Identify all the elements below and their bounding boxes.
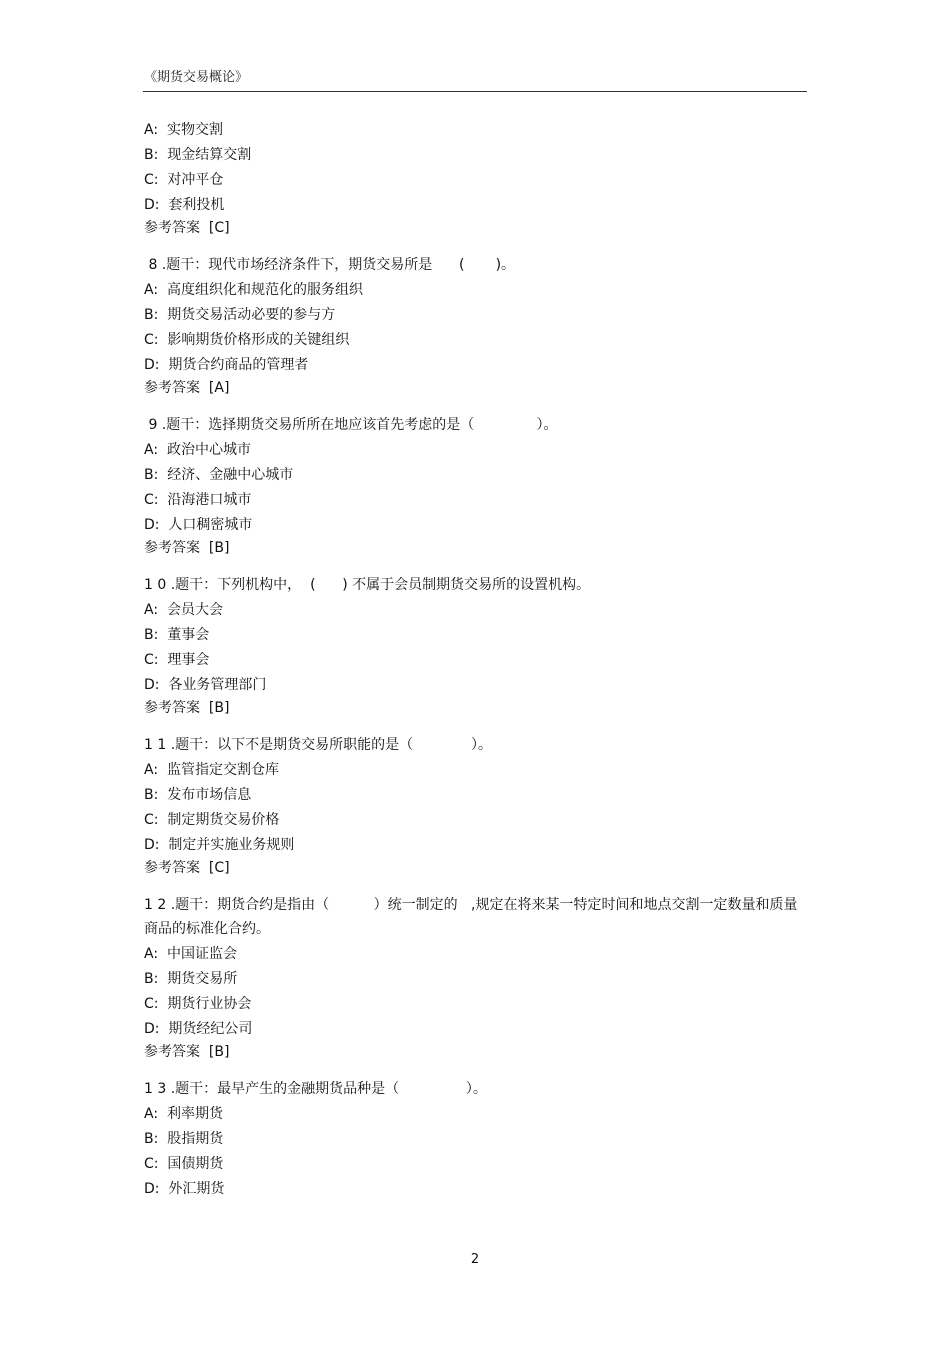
question-stem: 1 0 .题干：下列机构中， ( ) 不属于会员制期货交易所的设置机构。 [144,577,591,593]
option-a: A: 中国证监会 [144,946,237,962]
question-block [144,733,804,879]
option-a: A: 会员大会 [144,602,223,618]
option-d: D: 外汇期货 [144,1181,225,1197]
question-list [144,118,804,1202]
reference-answer: 参考答案 [B] [144,700,230,716]
option-b: B: 期货交易活动必要的参与方 [144,307,336,323]
option-c: C: 理事会 [144,652,210,668]
option-b: B: 董事会 [144,627,210,643]
option-d: D: 各业务管理部门 [144,677,267,693]
question-stem: 8 .题干：现代市场经济条件下，期货交易所是 ( )。 [144,257,516,273]
question-stem: 1 2 .题干：期货合约是指由（ ）统一制定的 ,规定在将来某一特定时间和地点交割一定数量和质量商品的标准化合约。 [144,897,798,937]
page-number: 2 [470,1252,480,1267]
question-block [144,893,804,1063]
option-a: A: 实物交割 [144,122,223,138]
reference-answer: 参考答案 [C] [144,860,230,876]
option-b: B: 股指期货 [144,1131,224,1147]
option-b: B: 经济、金融中心城市 [144,467,294,483]
document-title: 《期货交易概论》 [144,70,249,85]
question-stem: 1 3 .题干：最早产生的金融期货品种是（ ）。 [144,1081,487,1097]
option-d: D: 套利投机 [144,197,225,213]
option-a: A: 高度组织化和规范化的服务组织 [144,282,363,298]
option-b: B: 现金结算交割 [144,147,252,163]
question-block [144,573,804,719]
reference-answer: 参考答案 [B] [144,540,230,556]
option-c: C: 制定期货交易价格 [144,812,280,828]
option-d: D: 人口稠密城市 [144,517,253,533]
reference-answer: 参考答案 [B] [144,1044,230,1060]
option-c: C: 国债期货 [144,1156,224,1172]
option-c: C: 期货行业协会 [144,996,252,1012]
question-block [144,413,804,559]
header-divider [143,91,807,92]
reference-answer: 参考答案 [C] [144,220,230,236]
option-c: C: 对冲平仓 [144,172,224,188]
option-b: B: 期货交易所 [144,971,238,987]
question-block [144,118,804,239]
option-d: D: 制定并实施业务规则 [144,837,295,853]
option-d: D: 期货经纪公司 [144,1021,253,1037]
option-a: A: 利率期货 [144,1106,223,1122]
option-b: B: 发布市场信息 [144,787,252,803]
question-stem: 1 1 .题干：以下不是期货交易所职能的是（ ）。 [144,737,493,753]
reference-answer: 参考答案 [A] [144,380,230,396]
option-c: C: 沿海港口城市 [144,492,252,508]
question-stem: 9 .题干：选择期货交易所所在地应该首先考虑的是（ ）。 [144,417,558,433]
option-a: A: 政治中心城市 [144,442,251,458]
option-a: A: 监管指定交割仓库 [144,762,279,778]
option-d: D: 期货合约商品的管理者 [144,357,309,373]
question-block [144,253,804,399]
question-block [144,1077,804,1202]
option-c: C: 影响期货价格形成的关键组织 [144,332,350,348]
